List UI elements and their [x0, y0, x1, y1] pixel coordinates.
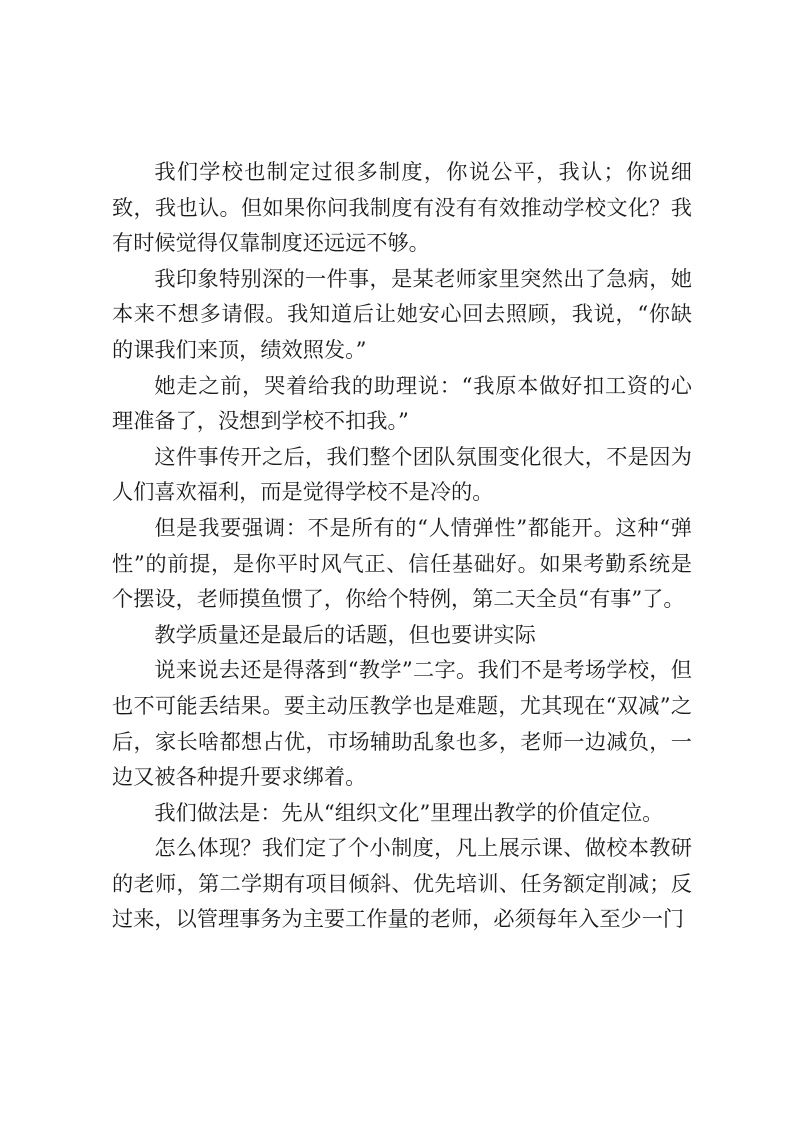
- paragraph-team-atmosphere: 这件事传开之后，我们整个团队氛围变化很大，不是因为人们喜欢福利，而是觉得学校不是冷的。: [112, 443, 692, 505]
- document-body: [112, 154, 692, 937]
- section-heading-teaching-quality: 教学质量还是最后的话题，但也要讲实际: [154, 621, 536, 647]
- paragraph-teaching-focus: 说来说去还是得落到“教学”二字。我们不是考场学校，但也不可能丢结果。要主动压教学也是难题，尤其现在“双减”之后，家长啥都想占优，市场辅助乱象也多，老师一边减负，一边又被各种提升要求绑着。: [112, 657, 692, 790]
- paragraph-flexibility-caveat: 但是我要强调：不是所有的“人情弹性”都能开。这种“弹性”的前提，是你平时风气正、信任基础好。如果考勤系统是个摆设，老师摸鱼惯了，你给个特例，第二天全员“有事”了。: [112, 514, 692, 612]
- paragraph-teacher-thanks: 她走之前，哭着给我的助理说：“我原本做好扣工资的心理准备了，没想到学校不扣我。”: [112, 372, 692, 434]
- paragraph-teacher-illness: 我印象特别深的一件事，是某老师家里突然出了急病，她本来不想多请假。我知道后让她安心回去照顾，我说，“你缺的课我们来顶，绩效照发。”: [112, 265, 692, 362]
- paragraph-approach: 我们做法是：先从“组织文化”里理出教学的价值定位。: [154, 799, 664, 825]
- paragraph-school-rules: 我们学校也制定过很多制度，你说公平，我认；你说细致，我也认。但如果你问我制度有没有有效推动学校文化？我有时候觉得仅靠制度还远远不够。: [112, 159, 692, 256]
- paragraph-small-system: 怎么体现？我们定了个小制度，凡上展示课、做校本教研的老师，第二学期有项目倾斜、优先培训、任务额定削减；反过来，以管理事务为主要工作量的老师，必须每年入至少一门: [112, 835, 692, 932]
